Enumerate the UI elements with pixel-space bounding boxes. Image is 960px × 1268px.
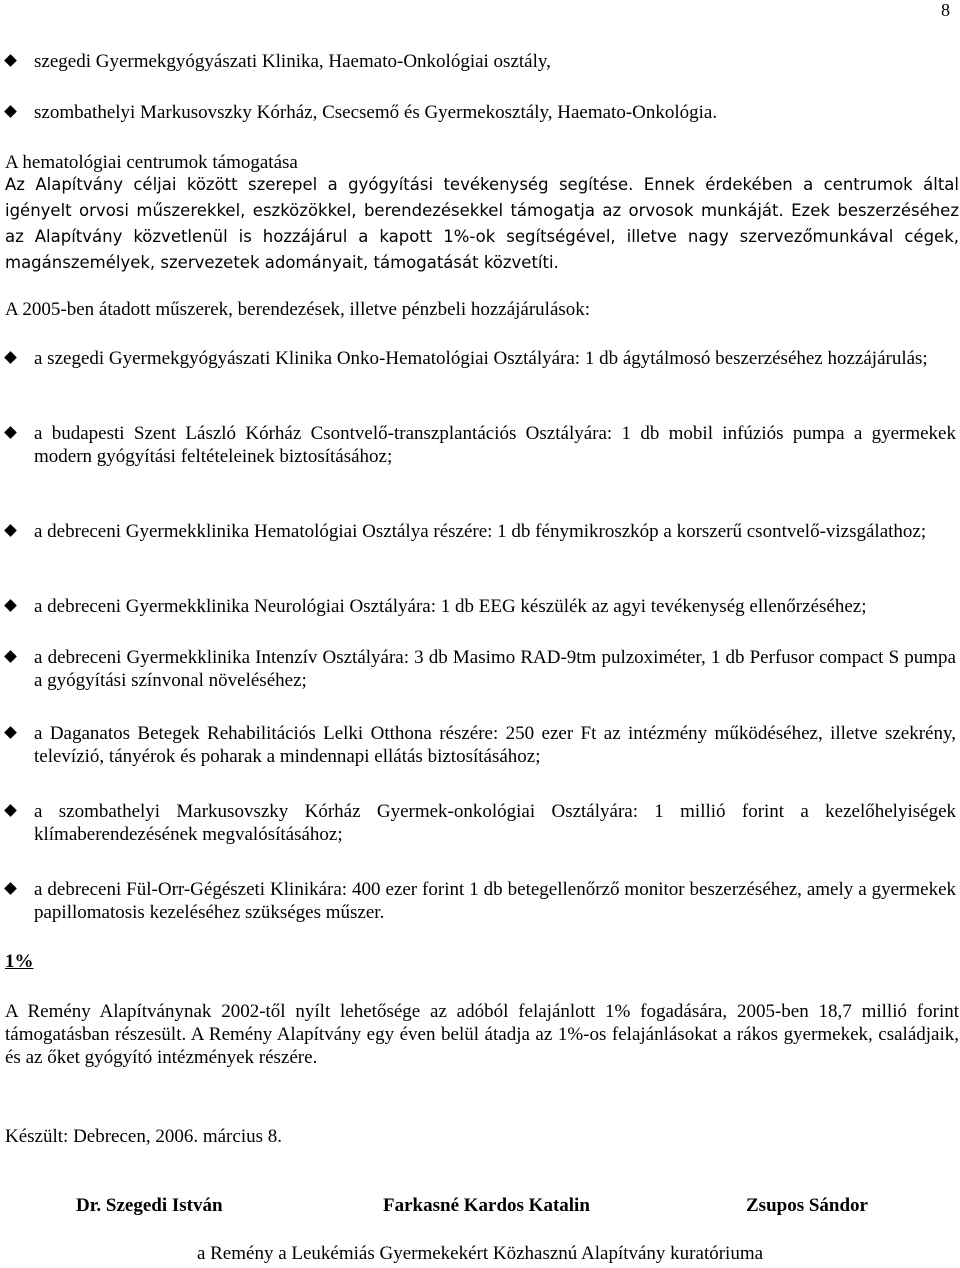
list-item	[6, 520, 960, 543]
bullet-diamond-icon	[4, 105, 17, 118]
list-item	[6, 422, 960, 468]
list-item	[6, 800, 960, 846]
bullet-diamond-icon	[4, 650, 17, 663]
list-item-text: a szombathelyi Markusovszky Kórház Gyermek-onkológiai Osztályára: 1 millió forint a kezelőhelyiségek klímaberendezésének megvalósításához;	[34, 801, 956, 845]
bullet-diamond-icon	[4, 351, 17, 364]
signatory-3: Zsupos Sándor	[746, 1195, 868, 1216]
bullet-diamond-icon	[4, 426, 17, 439]
intro-bullet-1	[6, 50, 960, 73]
list-item	[6, 646, 960, 692]
footer-board: a Remény a Leukémiás Gyermekekért Közhasznú Alapítvány kuratóriuma	[196, 1243, 764, 1264]
list-item	[6, 595, 960, 618]
list-item-text: a Daganatos Betegek Rehabilitációs Lelki Otthona részére: 250 ezer Ft az intézmény működéséhez, illetve szekrény, televízió, tányérok és poharak a mindennapi ellátás biztosításához;	[34, 723, 956, 767]
bullet-diamond-icon	[4, 882, 17, 895]
list-item-text: a debreceni Gyermekklinika Hematológiai Osztálya részére: 1 db fénymikroszkóp a korszerű csontvelő-vizsgálathoz;	[34, 521, 927, 542]
list-item	[6, 347, 960, 370]
bullet-diamond-icon	[4, 599, 17, 612]
intro-bullet-2	[6, 101, 960, 124]
list-item-text: a debreceni Gyermekklinika Neurológiai Osztályára: 1 db EEG készülék az agyi tevékenység ellenőrzéséhez;	[34, 596, 867, 617]
date-line: Készült: Debrecen, 2006. március 8.	[5, 1126, 282, 1147]
list-item	[6, 878, 960, 924]
list-item-text: a budapesti Szent László Kórház Csontvelő-transzplantációs Osztályára: 1 db mobil infúziós pumpa a gyermekek modern gyógyítási feltételeinek biztosításához;	[34, 423, 956, 467]
list-item	[6, 722, 960, 768]
section-paragraph-centers: Az Alapítvány céljai között szerepel a gyógyítási tevékenység segítése. Ennek érdekében a centrumok által igényelt orvosi műszerekkel, eszközökkel, berendezésekkel támogatja az orvosok munkáját. Ezek beszerzéséhez az Alapítvány közvetlenül is hozzájárul a kapott 1%-ok segítségével, illetve nagy szervezőmunkával cégek, magánszemélyek, szervezetek adományait, támogatását közvetíti.	[5, 175, 959, 272]
bullet-diamond-icon	[4, 54, 17, 67]
section-heading-centers: A hematológiai centrumok támogatása	[5, 152, 298, 173]
list-item-text: a debreceni Gyermekklinika Intenzív Osztályára: 3 db Masimo RAD-9tm pulzoximéter, 1 db Perfusor compact S pumpa a gyógyítási színvonal növeléséhez;	[34, 647, 956, 691]
list-item-text: a debreceni Fül-Orr-Gégészeti Klinikára: 400 ezer forint 1 db betegellenőrző monitor beszerzéséhez, amely a gyermekek papillomatosis kezeléséhez szükséges műszer.	[34, 879, 956, 923]
bullet-diamond-icon	[4, 524, 17, 537]
bullet-diamond-icon	[4, 804, 17, 817]
signatory-1: Dr. Szegedi István	[76, 1195, 223, 1216]
list-item-text: a szegedi Gyermekgyógyászati Klinika Onko-Hematológiai Osztályára: 1 db ágytálmosó beszerzéséhez hozzájárulás;	[34, 348, 928, 369]
section-heading-one-percent: 1%	[5, 951, 34, 972]
section-paragraph-one-percent: A Remény Alapítványnak 2002-től nyílt lehetősége az adóból felajánlott 1% fogadására, 2005-ben 18,7 millió forint támogatásban részesült. A Remény Alapítvány egy éven belül átadja az 1%-os felajánlásokat a rákos gyermekek, családjaik, és az őket gyógyító intézmények részére.	[5, 1001, 959, 1068]
intro-bullet-text: szombathelyi Markusovszky Kórház, Csecsemő és Gyermekosztály, Haemato-Onkológia.	[34, 102, 718, 123]
signatory-2: Farkasné Kardos Katalin	[383, 1195, 590, 1216]
page-number: 8	[941, 0, 950, 20]
intro-bullet-text: szegedi Gyermekgyógyászati Klinika, Haemato-Onkológiai osztály,	[34, 51, 551, 72]
section-intro-2005: A 2005-ben átadott műszerek, berendezések, illetve pénzbeli hozzájárulások:	[5, 299, 591, 320]
bullet-diamond-icon	[4, 726, 17, 739]
